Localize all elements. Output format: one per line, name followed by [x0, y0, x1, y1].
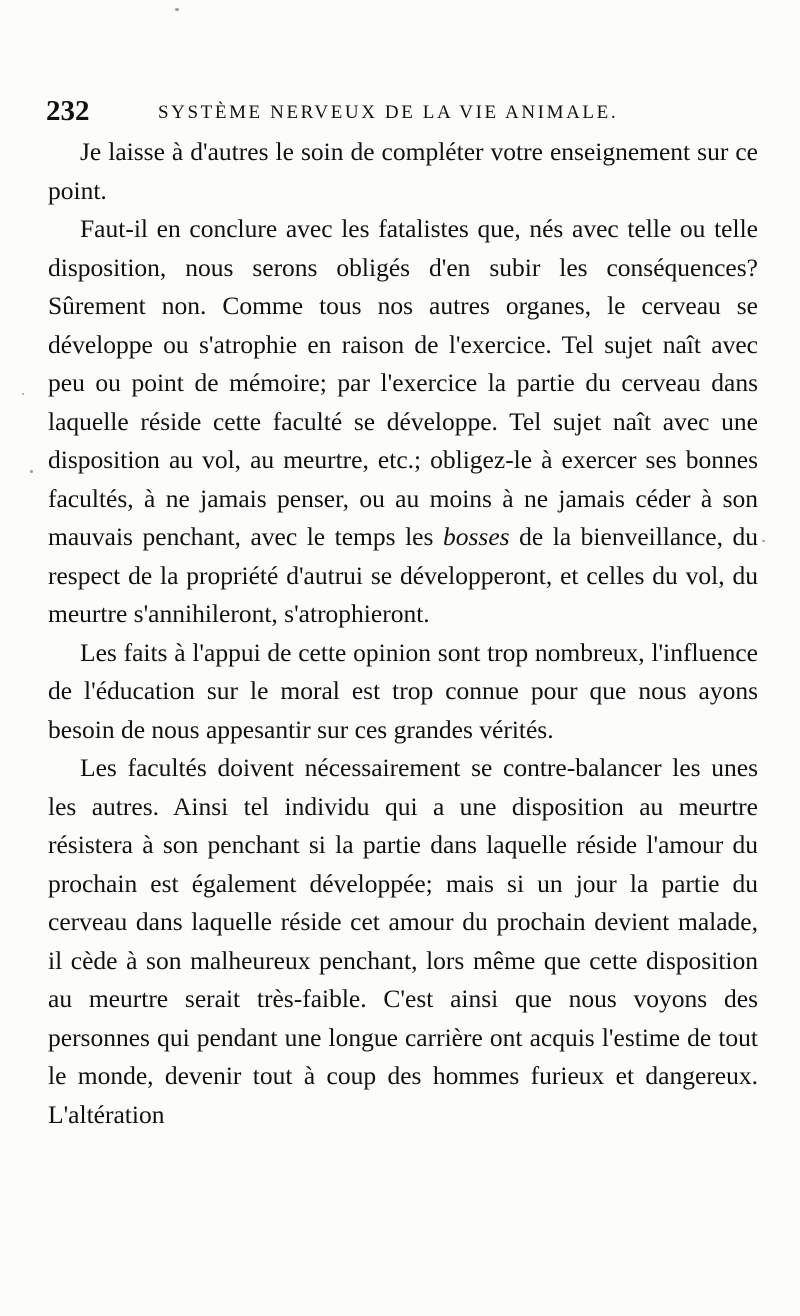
- paper-speck: [30, 470, 33, 473]
- paragraph-2-text: Faut-il en conclure avec les fatalistes que, nés avec telle ou telle disposition, nous serons obligés d'en subir les conséquences? Sûrement non. Comme tous nos autres organes, le cerveau se développe ou s'atrophie en raison de l'exercice. Tel sujet naît avec peu ou point de mémoire; par l'exercice la partie du cerveau dans laquelle réside cette faculté se développe. Tel sujet naît avec une disposition au vol, au meurtre, etc.; obligez-le à exercer ses bonnes facultés, à ne jamais penser, ou au moins à ne jamais céder à son mauvais penchant, avec le temps les: [48, 214, 758, 551]
- running-head: [46, 94, 758, 130]
- paper-speck: [175, 8, 179, 11]
- paragraph-2: [48, 210, 758, 634]
- paragraph-3: Les faits à l'appui de cette opinion sont trop nombreux, l'influence de l'éducation sur le moral est trop connue pour que nous ayons besoin de nous appesantir sur ces grandes vérités.: [48, 637, 758, 744]
- paper-speck: [762, 540, 765, 542]
- paragraph-2-text-end: de la bienveillance, du respect de la propriété d'autrui se développeront, et celles du vol, du meurtre s'annihileront, s'atrophieront.: [48, 522, 759, 628]
- body-text: [48, 133, 758, 1134]
- paragraph-2-italic-term: bosses: [442, 522, 510, 551]
- paragraph-1: Je laisse à d'autres le soin de compléter votre enseignement sur ce point.: [48, 137, 758, 205]
- paper-speck: [22, 393, 24, 395]
- paragraph-4: Les facultés doivent nécessairement se contre-balancer les unes les autres. Ainsi tel individu qui a une disposition au meurtre résistera à son penchant si la partie dans laquelle réside l'amour du prochain est également développée; mais si un jour la partie du cerveau dans laquelle réside cet amour du prochain devient malade, il cède à son malheureux penchant, lors même que cette disposition au meurtre serait très-faible. C'est ainsi que nous voyons des personnes qui pendant une longue carrière ont acquis l'estime de tout le monde, devenir tout à coup des hommes furieux et dangereux. L'altération: [48, 753, 758, 1129]
- running-title: SYSTÈME NERVEUX DE LA VIE ANIMALE.: [158, 102, 619, 123]
- page-number: 232: [46, 95, 90, 127]
